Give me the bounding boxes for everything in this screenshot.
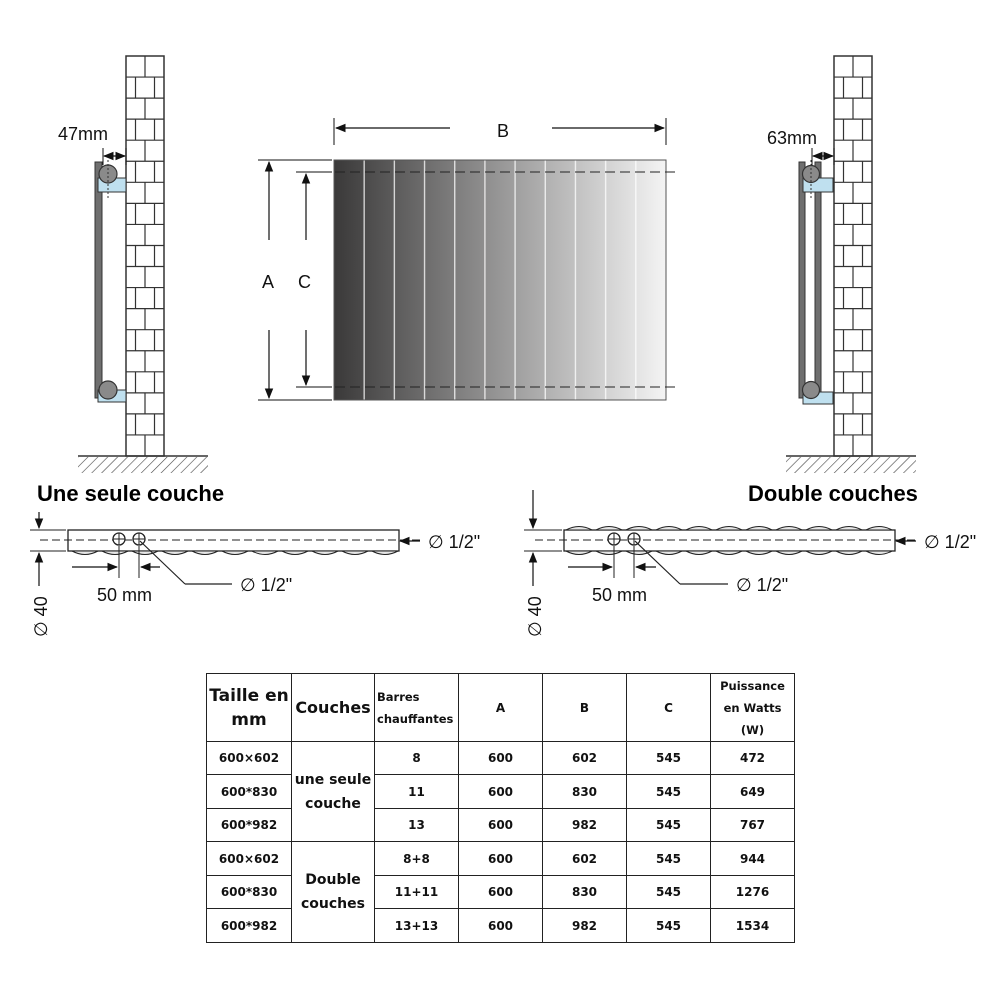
cell-a: 600 (459, 742, 543, 775)
cell-taille: 600*830 (207, 775, 292, 808)
cell-barres: 11+11 (375, 875, 459, 908)
single-top-view (30, 512, 480, 637)
dimension-c (296, 172, 332, 387)
radiator-front-body (334, 160, 666, 400)
cell-couches-group: une seule couche (292, 742, 375, 842)
cell-puissance: 944 (711, 842, 795, 875)
cell-a: 600 (459, 909, 543, 943)
ground-hatch-right (786, 456, 916, 473)
cell-barres: 8 (375, 742, 459, 775)
single-top-fins (72, 551, 398, 555)
cell-taille: 600×602 (207, 842, 292, 875)
single-spacing-label: 50 mm (97, 585, 153, 605)
radiator-front-view (258, 118, 680, 400)
cell-couches-group: Double couches (292, 842, 375, 943)
header-c: C (627, 674, 711, 742)
double-diameter-label: ∅ 40 (525, 596, 545, 637)
double-top-view (524, 490, 976, 637)
cell-b: 602 (543, 742, 627, 775)
spec-table-header-row (207, 674, 795, 742)
cell-puissance: 1534 (711, 909, 795, 943)
cell-c: 545 (627, 842, 711, 875)
table-row (207, 742, 795, 775)
cell-b: 830 (543, 875, 627, 908)
double-layer-title: Double couches (748, 481, 918, 506)
cell-c: 545 (627, 909, 711, 943)
double-side-view (767, 56, 916, 473)
cell-taille: 600*982 (207, 909, 292, 943)
single-radiator-side (95, 160, 126, 402)
header-couches: Couches (292, 674, 375, 742)
double-radiator-side (799, 160, 833, 404)
spec-table (206, 673, 795, 943)
dimension-a (258, 160, 332, 400)
double-spacing-label: 50 mm (592, 585, 648, 605)
single-side-view (58, 56, 208, 473)
cell-a: 600 (459, 875, 543, 908)
single-thread-inlet-label: ∅ 1/2" (240, 575, 293, 595)
cell-taille: 600*830 (207, 875, 292, 908)
cell-puissance: 649 (711, 775, 795, 808)
header-a: A (459, 674, 543, 742)
label-c: C (298, 272, 311, 292)
ground-hatch-left (78, 456, 208, 473)
cell-puissance: 472 (711, 742, 795, 775)
cell-c: 545 (627, 775, 711, 808)
double-thread-right-label: ∅ 1/2" (924, 532, 977, 552)
label-a: A (262, 272, 275, 292)
cell-b: 982 (543, 808, 627, 842)
cell-a: 600 (459, 842, 543, 875)
cell-b: 830 (543, 775, 627, 808)
wall-left (126, 56, 164, 456)
cell-taille: 600×602 (207, 742, 292, 775)
cell-puissance: 1276 (711, 875, 795, 908)
cell-a: 600 (459, 775, 543, 808)
single-layer-title: Une seule couche (37, 481, 225, 506)
label-b: B (497, 121, 510, 141)
cell-b: 602 (543, 842, 627, 875)
double-wall-offset-label: 63mm (767, 128, 818, 148)
single-thread-right-label: ∅ 1/2" (428, 532, 481, 552)
single-wall-offset-label: 47mm (58, 124, 109, 144)
cell-barres: 13 (375, 808, 459, 842)
cell-taille: 600*982 (207, 808, 292, 842)
cell-barres: 11 (375, 775, 459, 808)
single-diameter-label: ∅ 40 (31, 596, 51, 637)
cell-c: 545 (627, 875, 711, 908)
header-b: B (543, 674, 627, 742)
double-wall-offset-dimension (767, 128, 834, 165)
table-row (207, 842, 795, 875)
wall-right (834, 56, 872, 456)
cell-barres: 13+13 (375, 909, 459, 943)
single-wall-offset-dimension (58, 124, 126, 165)
header-barres: Barres chauffantes (375, 674, 459, 742)
header-taille: Taille en mm (207, 674, 292, 742)
cell-a: 600 (459, 808, 543, 842)
cell-c: 545 (627, 742, 711, 775)
dimension-b (334, 118, 666, 145)
cell-c: 545 (627, 808, 711, 842)
cell-b: 982 (543, 909, 627, 943)
double-thread-inlet-label: ∅ 1/2" (736, 575, 789, 595)
header-puissance: Puissance en Watts (W) (711, 674, 795, 742)
cell-barres: 8+8 (375, 842, 459, 875)
cell-puissance: 767 (711, 808, 795, 842)
